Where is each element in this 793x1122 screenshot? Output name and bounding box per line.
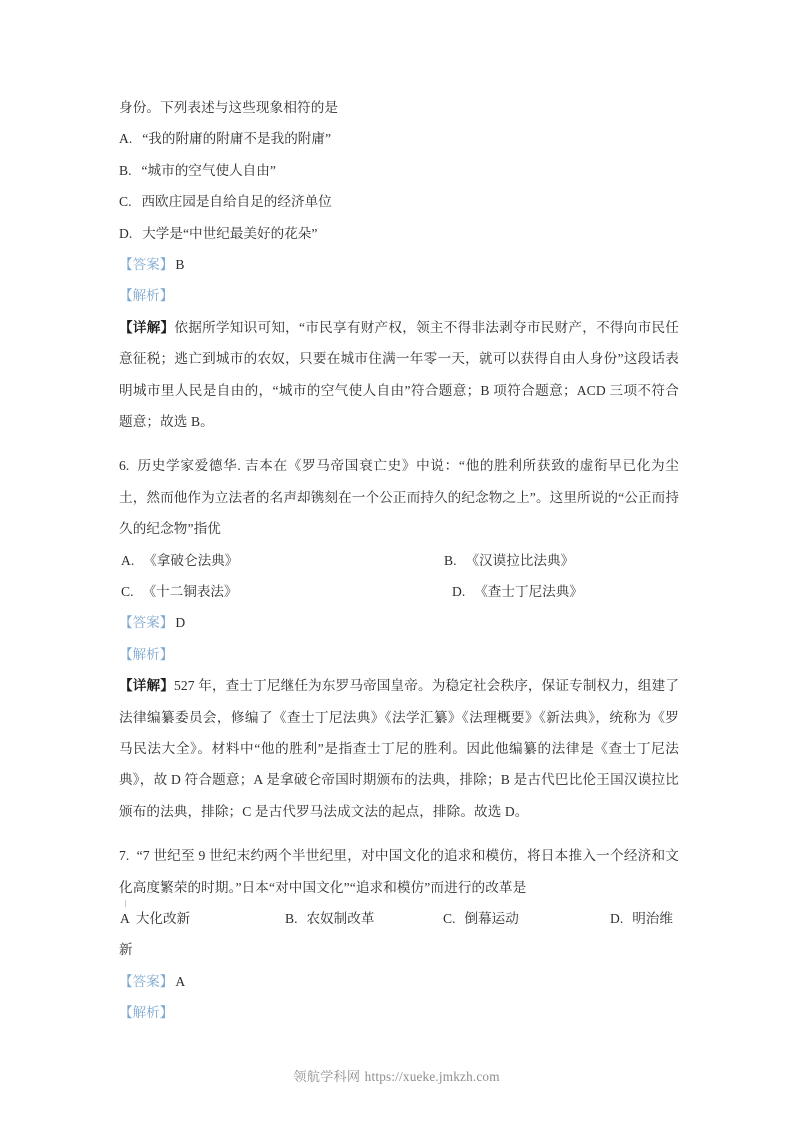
option-text: “我的附庸的附庸不是我的附庸” <box>142 131 332 147</box>
question-6-option-row-2 <box>119 576 679 607</box>
option-marker: B. <box>444 552 457 568</box>
watermark-url: https://xueke.jmkzh.com <box>364 1069 500 1084</box>
question-5-stem-tail: 身份。下列表述与这些现象相符的是 <box>119 100 339 115</box>
block-spacer <box>119 827 679 840</box>
option-marker: D. <box>119 225 133 241</box>
option-text: 农奴制改革 <box>306 911 375 926</box>
question-5-detail <box>119 312 679 438</box>
question-6-stem <box>119 450 679 544</box>
option-text: 大学是“中世纪最美好的花朵” <box>142 225 318 241</box>
question-6-option-row-1 <box>119 545 679 576</box>
question-number: 6. <box>119 458 130 474</box>
option-marker: A <box>120 911 130 926</box>
question-7-option-b[interactable] <box>285 903 374 934</box>
question-text: 历史学家爱德华. 吉本在《罗马帝国衰亡史》中说：“他的胜利所获致的虚衔早已化为尘土，然而他作为立法者的名声却镌刻在一个公正而持久的纪念物之上”。这里所说的“公正而持久的纪念物”指优 <box>119 458 680 537</box>
watermark-site-name: 领航学科网 <box>293 1070 361 1085</box>
question-7-option-a[interactable] <box>120 903 190 934</box>
option-marker: D. <box>452 583 466 599</box>
option-text: 大化改新 <box>135 911 191 926</box>
option-marker: A. <box>121 552 135 568</box>
option-text: 《汉谟拉比法典》 <box>465 552 575 568</box>
option-marker: C. <box>443 911 456 926</box>
answer-value: A <box>175 973 186 989</box>
question-6-analysis-label-line <box>119 639 679 670</box>
answer-label: 【答案】 <box>119 615 174 631</box>
question-6-option-c[interactable] <box>121 576 238 607</box>
question-6-detail <box>119 670 679 827</box>
question-7-option-row <box>119 903 679 934</box>
question-5-option-d[interactable] <box>119 218 679 249</box>
question-5-option-b[interactable] <box>119 155 679 186</box>
option-marker: D. <box>610 911 624 926</box>
question-6-option-a[interactable] <box>121 545 238 576</box>
question-5-analysis-label-line <box>119 280 679 311</box>
detail-label: 【详解】 <box>119 319 175 335</box>
option-text: 《拿破仑法典》 <box>143 552 239 568</box>
question-5-answer-line <box>119 249 679 280</box>
question-7-answer-line <box>119 966 679 997</box>
option-text: 《十二铜表法》 <box>142 583 238 599</box>
option-marker: B. <box>119 162 132 178</box>
analysis-label: 【解析】 <box>119 1005 174 1021</box>
question-6-answer-line <box>119 607 679 638</box>
question-number: 7. <box>119 848 130 864</box>
answer-label: 【答案】 <box>119 973 174 989</box>
question-5-option-a[interactable] <box>119 123 679 154</box>
option-text: 明治维 <box>632 911 673 926</box>
answer-value: B <box>175 256 185 272</box>
option-marker: B. <box>285 911 298 926</box>
question-6-option-b[interactable] <box>444 545 574 576</box>
option-marker: C. <box>121 583 134 599</box>
analysis-label: 【解析】 <box>119 288 174 304</box>
document-body <box>119 92 679 1029</box>
analysis-label: 【解析】 <box>119 646 174 662</box>
question-7-option-d[interactable] <box>610 903 673 934</box>
option-text: 西欧庄园是自给自足的经济单位 <box>141 194 332 210</box>
page-footer-watermark <box>0 1066 793 1085</box>
question-7-option-c[interactable] <box>443 903 519 934</box>
detail-label: 【详解】 <box>119 678 174 694</box>
question-6-option-d[interactable] <box>452 576 583 607</box>
answer-label: 【答案】 <box>119 256 174 272</box>
question-7-analysis-label-line <box>119 997 679 1028</box>
question-7-option-d-wrap: 新 <box>119 942 133 958</box>
question-5-option-c[interactable] <box>119 186 679 217</box>
block-spacer <box>119 437 679 450</box>
question-text: “7 世纪至 9 世纪末约两个半世纪里，对中国文化的追求和模仿，将日本推入一个经济和文化高度繁荣的时期。”日本“对中国文化”“追求和模仿”而进行的改革是 <box>119 848 679 895</box>
answer-value: D <box>175 615 186 631</box>
detail-text: 527 年，查士丁尼继任为东罗马帝国皇帝。为稳定社会秩序，保证专制权力，组建了法律编纂委员会，修编了《查士丁尼法典》《法学汇纂》《法理概要》《新法典》，统称为《罗马民法大全》。材料中“他的胜利”是指查士丁尼的胜利。因此他编纂的法律是《查士丁尼法典》，故 D 符合题意；A 是拿破仑帝国时期颁布的法典，排除；B 是古代巴比伦王国汉谟拉比颁布的法典，排除；C 是古代罗马法成文法的起点，排除。故选 D。 <box>119 678 680 819</box>
detail-text: 依据所学知识可知，“市民享有财产权，领主不得非法剥夺市民财产，不得向市民任意征税；逃亡到城市的农奴，只要在城市住满一年零一天，就可以获得自由人身份”这段话表明城市里人民是自由的，“城市的空气使人自由”符合题意；B 项符合题意；ACD 三项不符合题意；故选 B。 <box>119 319 679 429</box>
option-text: 倒幕运动 <box>464 911 519 926</box>
option-marker: C. <box>119 194 132 210</box>
scan-artifact <box>125 900 126 907</box>
question-7-stem <box>119 840 679 903</box>
option-marker: A. <box>119 131 133 147</box>
option-text: 《查士丁尼法典》 <box>474 583 583 599</box>
option-text: “城市的空气使人自由” <box>141 162 276 178</box>
